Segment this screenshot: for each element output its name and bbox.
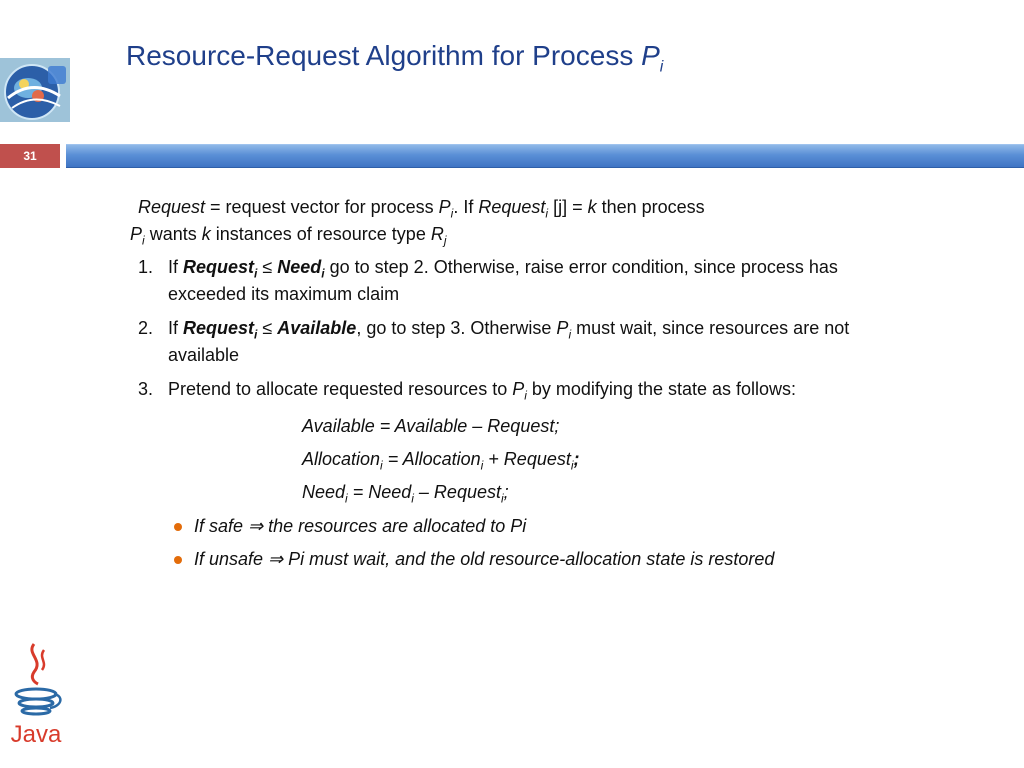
step-1: 1. If Request$_i$ ≤ Need$_i$ go to step 2. Otherwise, raise error condition, since process has exceeded its maximum claim <box>138 257 838 304</box>
slide-number: 31 <box>0 144 60 168</box>
bullet-dot-icon <box>174 523 182 531</box>
equation-allocation: Allocation$_i$ = Allocation$_i$ + Request$_i$; <box>302 449 580 473</box>
header-bar <box>66 144 1024 168</box>
step-2: 2. If Request$_i$ ≤ Available, go to step 3. Otherwise $P_i$ must wait, since resources are not available <box>138 318 850 365</box>
bullet-dot-icon <box>174 556 182 564</box>
svg-text:Java: Java <box>10 721 62 748</box>
slide-content <box>130 194 870 579</box>
globe-logo-icon <box>0 58 70 122</box>
bullet-unsafe: If unsafe ⇒ Pi must wait, and the old resource-allocation state is restored <box>174 546 870 573</box>
step-3: 3. Pretend to allocate requested resources to $P_i$ by modifying the state as follows: <box>138 379 797 403</box>
equation-need: Need$_i$ = Need$_i$ – Request$_i$; <box>302 482 509 506</box>
bullet-safe: If safe ⇒ the resources are allocated to Pi <box>174 513 870 540</box>
equation-available: Available = Available – Request; <box>302 416 560 436</box>
equations <box>302 410 870 509</box>
intro-paragraph: Request = request vector for process $P_i$. If Request$_i$ [j] = k then process $P_i$ wants k instances of resource type $R_j$ <box>130 197 705 248</box>
java-logo-icon <box>4 640 68 750</box>
slide-title: Resource-Request Algorithm for Process $P_i$ <box>126 40 664 76</box>
bullet-list <box>174 513 870 573</box>
